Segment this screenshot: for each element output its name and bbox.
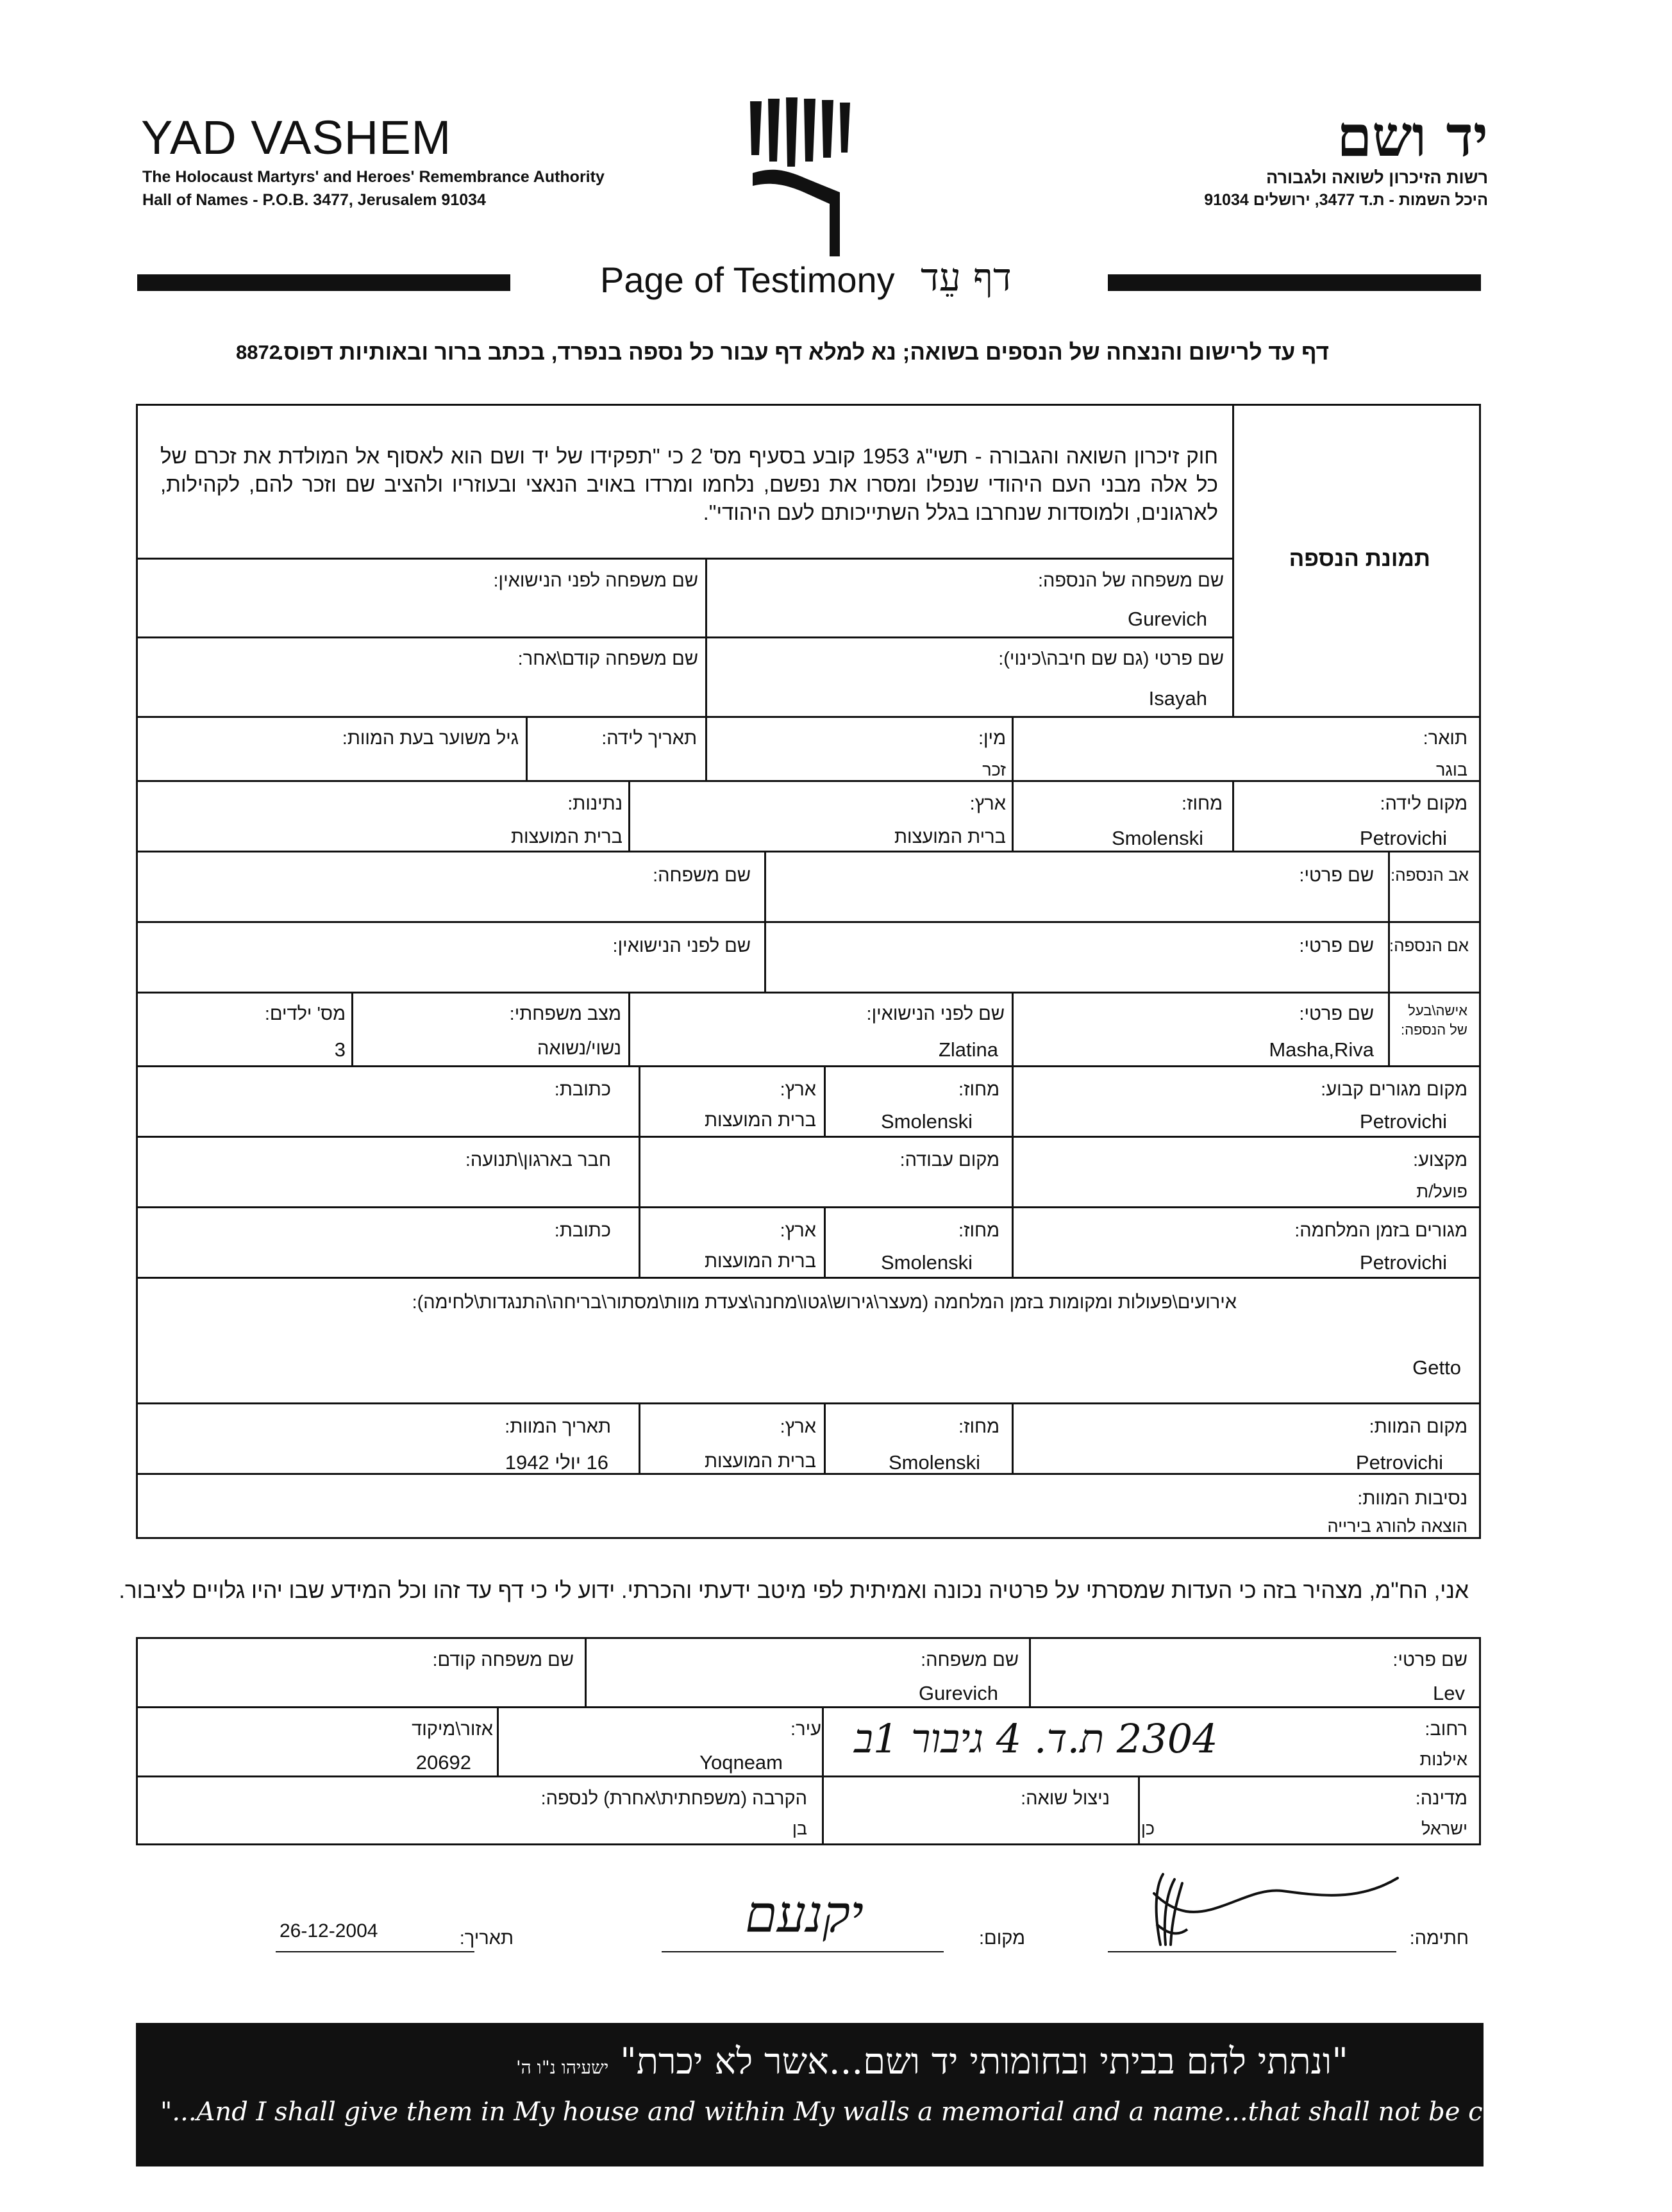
- col-line: [1012, 1206, 1014, 1277]
- relation-value: בן: [792, 1819, 807, 1838]
- declaration-text: אני, הח"מ, מצהיר בזה כי העדות שמסרתי על פרטיה נכונה ואמיתית לפי מיטב ידעתי והכרתי. ידוע לי כי דף עד זהו וכל המידע שבו יהיו גלויים לציבור.: [119, 1578, 1469, 1603]
- mother-side-label: אם הנספה:: [1389, 936, 1469, 955]
- title-value: בוגר: [1435, 760, 1467, 779]
- col-line: [639, 1065, 640, 1136]
- col-line: [824, 1402, 826, 1473]
- wartime-country-value: ברית המועצות: [705, 1251, 816, 1272]
- residence-value: Petrovichi: [1359, 1110, 1447, 1133]
- org-subtitle-en-2: Hall of Names - P.O.B. 3477, Jerusalem 91034: [142, 191, 486, 209]
- spouse-maiden-label: שם לפני הנישואין:: [866, 1004, 1005, 1024]
- title-bar-left: [137, 274, 510, 291]
- footer-quote-en: [160, 2097, 1672, 2127]
- submitter-border-left: [136, 1637, 138, 1845]
- wartime-value: Petrovichi: [1359, 1251, 1447, 1274]
- death-country-value: ברית המועצות: [705, 1451, 816, 1472]
- row-line: [136, 992, 1481, 994]
- photo-label: תמונת הנספה: [1289, 546, 1430, 571]
- wartime-district-label: מחוז:: [958, 1220, 999, 1241]
- mother-first-label: שם פרטי:: [1299, 936, 1374, 956]
- children-label: מס' ילדים:: [264, 1004, 346, 1024]
- birthplace-label: מקום לידה:: [1380, 794, 1467, 814]
- residence-label: מקום מגורים קבוע:: [1321, 1079, 1467, 1100]
- submitter-country-value: ישראל: [1421, 1819, 1467, 1838]
- row-line: [136, 1775, 1481, 1777]
- submitter-first-value: Lev: [1433, 1682, 1465, 1704]
- city-label: עיר:: [790, 1719, 821, 1740]
- col-line: [1029, 1637, 1031, 1706]
- row-line: [136, 1402, 1481, 1404]
- street-label: רחוב:: [1425, 1719, 1467, 1740]
- workplace-label: מקום עבודה:: [899, 1150, 999, 1170]
- instruction-text: דף עד לרישום והנצחה של הנספים בשואה; נא למלא דף עבור כל נספה בנפרד, בכתב ברור ובאותיות דפוס.: [277, 340, 1329, 365]
- row-line: [136, 1473, 1481, 1475]
- row-line: [136, 636, 1234, 638]
- wartime-address-label: כתובת:: [554, 1220, 611, 1241]
- father-first-label: שם פרטי:: [1299, 865, 1374, 886]
- death-circumstances-value: הוצאה להורג בירייה: [1327, 1517, 1467, 1536]
- death-place-label: מקום המוות:: [1369, 1417, 1467, 1437]
- survivor-label: ניצול שואה:: [1021, 1788, 1110, 1809]
- date-value: 26-12-2004: [280, 1920, 378, 1942]
- gender-value: זכר: [982, 760, 1006, 779]
- mother-maiden-label: שם לפני הנישואין:: [612, 936, 751, 956]
- col-line: [497, 1706, 499, 1775]
- residence-country-value: ברית המועצות: [705, 1110, 816, 1131]
- col-line: [628, 780, 630, 851]
- form-border-left: [136, 404, 138, 1538]
- spouse-status-value: נשוי/נשואה: [537, 1038, 621, 1059]
- form-number: 8872: [236, 341, 280, 363]
- col-line: [1012, 1136, 1014, 1206]
- wartime-district-value: Smolenski: [881, 1251, 973, 1274]
- victim-prev-family-label: שם משפחה קודם\אחר:: [517, 649, 698, 669]
- residence-address-label: כתובת:: [554, 1079, 611, 1100]
- death-date-label: תאריך המוות:: [505, 1417, 611, 1437]
- col-line: [639, 1136, 640, 1206]
- residence-district-value: Smolenski: [881, 1110, 973, 1133]
- profession-value: פועל/ת: [1416, 1182, 1467, 1201]
- victim-first-value: Isayah: [1148, 687, 1207, 710]
- row-line: [136, 1537, 1481, 1539]
- col-line: [639, 1206, 640, 1277]
- death-place-value: Petrovichi: [1355, 1451, 1443, 1474]
- death-district-label: מחוז:: [958, 1417, 999, 1437]
- org-name-he: יד ושם: [1337, 103, 1488, 169]
- profession-label: מקצוע:: [1412, 1150, 1467, 1170]
- date-label: תאריך:: [459, 1928, 514, 1949]
- submitter-first-label: שם פרטי:: [1392, 1650, 1467, 1670]
- wartime-country-label: ארץ:: [780, 1220, 816, 1241]
- col-line: [764, 851, 766, 992]
- zip-value: 20692: [415, 1751, 471, 1774]
- org-subtitle-en-1: The Holocaust Martyrs' and Heroes' Remembrance Authority: [142, 168, 605, 186]
- events-value: Getto: [1412, 1356, 1461, 1379]
- nationality-label: נתינות:: [567, 794, 623, 814]
- father-side-label: אב הנספה:: [1390, 865, 1469, 885]
- col-line: [351, 992, 353, 1065]
- birth-district-value: Smolenski: [1112, 827, 1203, 849]
- footer-quote-he: [516, 2041, 1348, 2083]
- col-line: [822, 1775, 824, 1843]
- yad-vashem-logo: [744, 96, 856, 263]
- row-line: [136, 1277, 1481, 1279]
- birth-country-value: ברית המועצות: [894, 827, 1006, 847]
- children-value: 3: [334, 1038, 346, 1061]
- victim-family-label: שם משפחה של הנספה:: [1037, 570, 1224, 591]
- victim-maiden-label: שם משפחה לפני הנישואין:: [493, 570, 698, 591]
- submitter-family-value: Gurevich: [918, 1682, 998, 1704]
- victim-family-value: Gurevich: [1127, 608, 1207, 630]
- page-title-he: דף עֵד: [921, 255, 1012, 300]
- residence-country-label: ארץ:: [780, 1079, 816, 1100]
- place-handwritten: יקנעם: [745, 1884, 864, 1944]
- submitter-border-right: [1479, 1637, 1481, 1845]
- street-value: אילנות: [1419, 1750, 1467, 1769]
- nationality-value: ברית המועצות: [511, 827, 623, 847]
- submitter-country-label: מדינה:: [1415, 1788, 1467, 1809]
- row-line: [136, 558, 1234, 560]
- col-line: [1388, 851, 1390, 1065]
- col-line: [824, 1065, 826, 1136]
- col-line: [1012, 992, 1014, 1065]
- birthdate-label: תאריך לידה:: [601, 728, 697, 749]
- col-line: [1232, 780, 1234, 851]
- city-value: Yoqneam: [699, 1751, 783, 1774]
- col-line: [705, 558, 707, 716]
- submitter-prev-family-label: שם משפחה קודם:: [432, 1650, 574, 1670]
- col-line: [1012, 1402, 1014, 1473]
- col-line: [639, 1402, 640, 1473]
- title-label: תואר:: [1423, 728, 1467, 749]
- col-line: [1012, 1065, 1014, 1136]
- spouse-side-label-1: אישה\בעל: [1408, 1002, 1467, 1019]
- spouse-first-label: שם פרטי:: [1299, 1004, 1374, 1024]
- place-line: [662, 1951, 944, 1952]
- col-line: [628, 992, 630, 1065]
- survivor-value: כן: [1141, 1819, 1155, 1838]
- death-district-value: Smolenski: [889, 1451, 980, 1474]
- street-handwritten: 2304 ת.ד. 4 גיבור 1ב: [854, 1715, 1218, 1762]
- col-line: [1012, 716, 1014, 780]
- father-family-label: שם משפחה:: [653, 865, 751, 886]
- footer-quote-he-ref: ישעיהו נ"ו ה': [515, 2057, 609, 2078]
- birth-country-label: ארץ:: [969, 794, 1006, 814]
- signature-scribble: [1116, 1861, 1410, 1958]
- spouse-side-label-2: של הנספה:: [1400, 1022, 1467, 1038]
- residence-district-label: מחוז:: [958, 1079, 999, 1100]
- photo-box-divider: [1232, 404, 1234, 718]
- wartime-label: מגורים בזמן המלחמה:: [1294, 1220, 1467, 1241]
- row-line: [136, 1136, 1481, 1138]
- org-subtitle-he-2: היכל השמות - ת.ד 3477, ירושלים 91034: [1204, 191, 1488, 209]
- row-line: [136, 716, 1481, 718]
- member-label: חבר בארגון\תנועה:: [465, 1150, 611, 1170]
- victim-first-label: שם פרטי (גם שם חיבה\כינוי):: [998, 649, 1224, 669]
- row-line: [136, 1065, 1481, 1067]
- birthplace-value: Petrovichi: [1359, 827, 1447, 849]
- footer-quote-he-text: "ונתתי להם בביתי ובחומותי יד ושם...אשר לא יכרת": [620, 2041, 1348, 2083]
- zip-label: אזור\מיקוד: [412, 1719, 493, 1740]
- col-line: [526, 716, 528, 780]
- org-name-en: YAD VASHEM: [141, 111, 452, 164]
- row-line: [136, 1706, 1481, 1708]
- page-title-en: Page of Testimony: [600, 260, 895, 300]
- col-line: [705, 716, 707, 780]
- age-label: גיל משוער בעת המוות:: [342, 728, 519, 749]
- col-line: [1012, 780, 1014, 851]
- col-line: [585, 1637, 587, 1706]
- birth-district-label: מחוז:: [1182, 794, 1223, 814]
- form-border-top: [136, 404, 1481, 406]
- submitter-border-bottom: [136, 1843, 1481, 1845]
- events-label: אירועים\פעולות ומקומות בזמן המלחמה (מעצר\גירוש\גטו\מחנה\צעדת מוות\מסתור\בריחה\התנגדות\לחימה):: [412, 1292, 1237, 1313]
- death-circumstances-label: נסיבות המוות:: [1357, 1488, 1467, 1509]
- submitter-family-label: שם משפחה:: [921, 1650, 1019, 1670]
- spouse-maiden-value: Zlatina: [938, 1038, 998, 1061]
- relation-label: הקרבה (משפחתית\אחרת) לנספה:: [540, 1788, 807, 1809]
- title-bar-right: [1108, 274, 1481, 291]
- org-subtitle-he-1: רשות הזיכרון לשואה ולגבורה: [1266, 168, 1488, 187]
- row-line: [136, 780, 1481, 782]
- signature-label: חתימה:: [1409, 1928, 1469, 1949]
- date-line: [276, 1951, 474, 1952]
- col-line: [824, 1206, 826, 1277]
- submitter-border-top: [136, 1637, 1481, 1639]
- row-line: [136, 921, 1481, 923]
- col-line: [1138, 1775, 1140, 1843]
- law-text: חוק זיכרון השואה והגבורה - תשי"ג 1953 קובע בסעיף מס' 2 כי "תפקידו של יד ושם הוא לאסוף אל המולדת את זכרם של כל אלה מבני העם היהודי שנפלו ומסרו את נפשם, נלחמו ומרדו באויב הנאצי ובעוזריו ולהציב שם וזכר להם, לקהילות, לארגונים, ולמוסדות שנחרבו בגלל השתייכותם לעם היהודי".: [160, 444, 1219, 524]
- gender-label: מין:: [978, 728, 1006, 749]
- col-line: [822, 1706, 824, 1775]
- spouse-first-value: Masha,Riva: [1269, 1038, 1374, 1061]
- place-label: מקום:: [978, 1928, 1025, 1949]
- death-country-label: ארץ:: [780, 1417, 816, 1437]
- form-border-right: [1479, 404, 1481, 1538]
- footer-quote-en-ref: Isaiah 56:5: [1571, 2104, 1672, 2125]
- row-line: [136, 1206, 1481, 1208]
- death-date-value: 16 יולי 1942: [505, 1451, 608, 1474]
- footer-quote-en-text: "...And I shall give them in My house and within My walls a memorial and a name...that shall not be cut off": [160, 2097, 1563, 2127]
- spouse-status-label: מצב משפחתי:: [509, 1004, 621, 1024]
- row-line: [136, 851, 1481, 852]
